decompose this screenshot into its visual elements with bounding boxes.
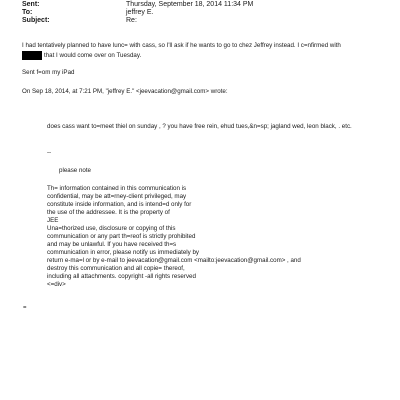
disclaimer-line: return e-ma=l or by e-mail to jeevacation@gmail.com <mailto:jeevacation@gmail.com> , and — [47, 257, 301, 264]
disclaimer-line: and may be unlawful. If you have received th=s — [47, 241, 177, 248]
disclaimer-line: Th= information contained in this communication is — [47, 185, 187, 192]
disclaimer-line: Una=thorized use, disclosure or copying of this — [47, 225, 176, 232]
disclaimer-line: communication in error, please notify us immediately by — [47, 249, 200, 256]
disclaimer-line: communication or any part th=reof is strictly prohibited — [47, 233, 196, 240]
to-label: To: — [22, 9, 33, 16]
signature: Sent f=om my iPad — [22, 69, 75, 76]
subject-label: Subject: — [22, 17, 50, 24]
disclaimer-line: constitute inside information, and is intend=d only for — [47, 201, 192, 208]
sent-value: Thursday, September 18, 2014 11:34 PM — [126, 1, 254, 8]
please-note: please note — [59, 167, 91, 174]
disclaimer-line: the use of the addressee. It is the property of — [47, 209, 170, 216]
disclaimer-line: confidential, may be att=rney-client privileged, may — [47, 193, 187, 200]
sent-label: Sent: — [22, 1, 40, 8]
subject-value: Re: — [126, 17, 137, 24]
to-value: jeffrey E. — [126, 9, 154, 16]
redaction-block — [22, 51, 42, 60]
reply-line-2: that I would come over on Tuesday. — [44, 52, 142, 59]
disclaimer-line: <=div> — [47, 281, 66, 288]
reply-line-1: I had tentatively planned to have lunc= with cass, so I'll ask if he wants to go to chez Jeffrey instead. I c=nfirmed with — [22, 42, 341, 49]
quote-header: On Sep 18, 2014, at 7:21 PM, "jeffrey E." <jeevacation@gmail.com> wrote: — [22, 88, 228, 95]
trailing-mark: = — [23, 305, 27, 311]
quoted-message: does cass want to=meet thiel on sunday , ? you have free rein, ehud tues,&n=sp; jagland wed, leon black, . etc. — [47, 123, 352, 130]
disclaimer-line: including all attachments. copyright -all rights reserved — [47, 273, 196, 280]
disclaimer-line: destroy this communication and all copie= thereof, — [47, 265, 185, 272]
disclaimer-line: JEE — [47, 217, 59, 224]
separator-dashes: -- — [47, 149, 52, 156]
